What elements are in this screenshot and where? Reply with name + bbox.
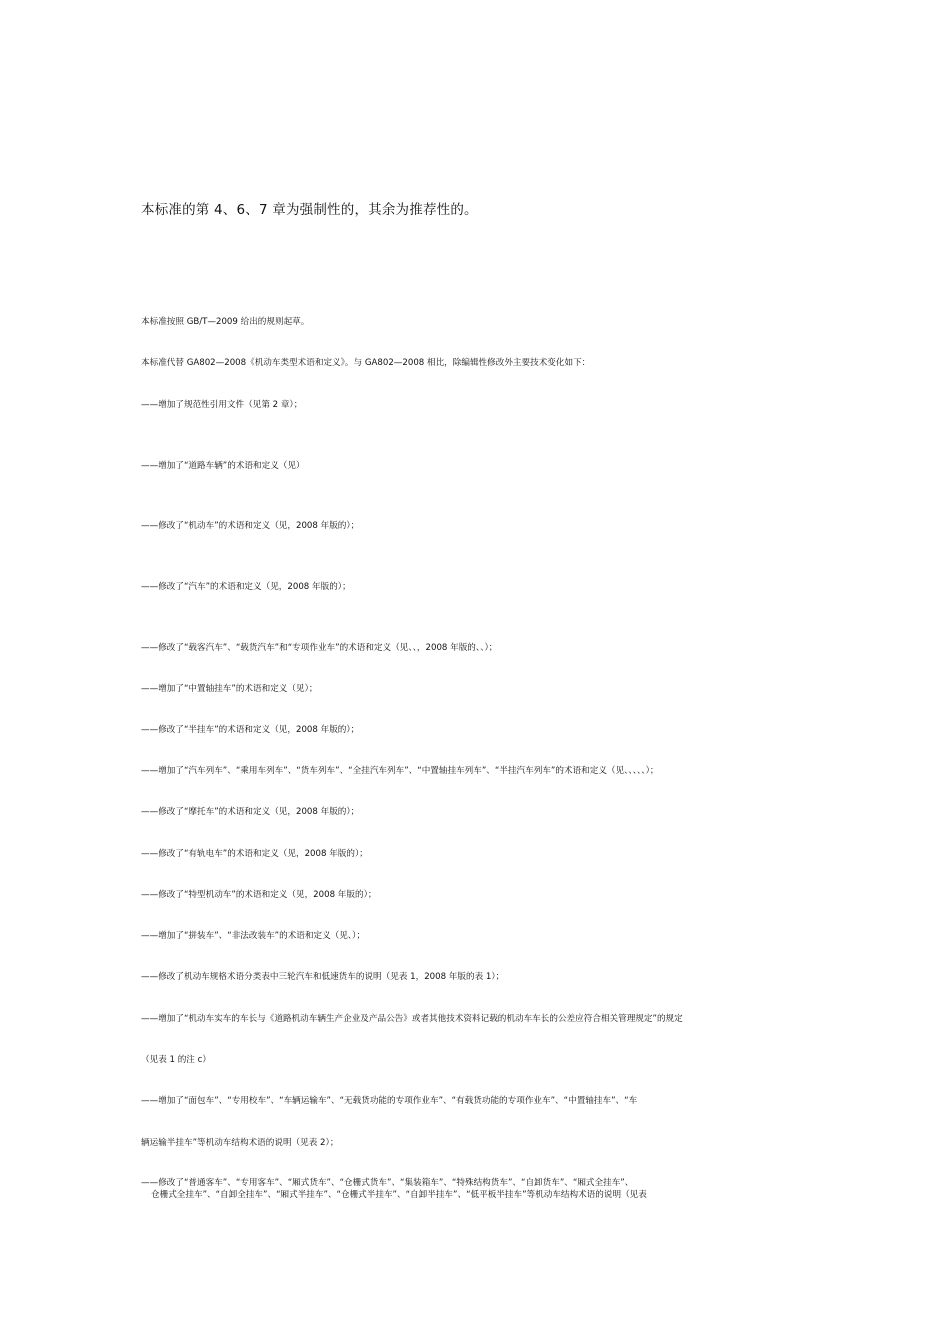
- change-item: ——修改了“摩托车”的术语和定义（见，2008 年版的）；: [141, 807, 360, 817]
- change-item: ——修改了“载客汽车”、“载货汽车”和“专项作业车”的术语和定义（见、、，2008 年版的、、）；: [141, 643, 498, 653]
- change-item: ——增加了规范性引用文件（见第 2 章）；: [141, 400, 303, 410]
- paragraph-replacement: 本标准代替 GA802—2008《机动车类型术语和定义》。与 GA802—2008 相比，除编辑性修改外主要技术变化如下：: [141, 358, 591, 368]
- change-item: ——增加了“汽车列车”、“乘用车列车”、“货车列车”、“全挂汽车列车”、“中置轴挂车列车”、“半挂汽车列车”的术语和定义（见、、、、、）；: [141, 766, 659, 776]
- change-item-continuation: 仓栅式全挂车”、“自卸全挂车”、“厢式半挂车”、“仓栅式半挂车”、“自卸半挂车”、“低平板半挂车”等机动车结构术语的说明（见表: [151, 1190, 647, 1200]
- change-item: ——修改了“普通客车”、“专用客车”、“厢式货车”、“仓栅式货车”、“集装箱车”、“特殊结构货车”、“自卸货车”、“厢式全挂车”、: [141, 1178, 634, 1188]
- change-item-continuation: 辆运输半挂车”等机动车结构术语的说明（见表 2）；: [141, 1138, 339, 1148]
- change-item: ——修改了“汽车”的术语和定义（见，2008 年版的）；: [141, 582, 351, 592]
- paragraph-drafting-rules: 本标准按照 GB/T—2009 给出的规则起草。: [141, 317, 310, 327]
- change-item: ——增加了“道路车辆”的术语和定义（见）: [141, 461, 305, 471]
- change-item: ——增加了“面包车”、“专用校车”、“车辆运输车”、“无载货功能的专项作业车”、“有载货功能的专项作业车”、“中置轴挂车”、“车: [141, 1096, 638, 1106]
- change-item: ——修改了机动车规格术语分类表中三轮汽车和低速货车的说明（见表 1，2008 年版的表 1）；: [141, 972, 505, 982]
- change-item: ——增加了“机动车实车的车长与《道路机动车辆生产企业及产品公告》或者其他技术资料记载的机动车车长的公差应符合相关管理规定”的规定: [141, 1014, 683, 1024]
- change-item: ——修改了“特型机动车”的术语和定义（见，2008 年版的）；: [141, 890, 377, 900]
- change-item-continuation: （见表 1 的注 c）: [141, 1055, 211, 1065]
- document-heading: 本标准的第 4、6、7 章为强制性的，其余为推荐性的。: [141, 202, 478, 218]
- change-item: ——修改了“有轨电车”的术语和定义（见，2008 年版的）；: [141, 849, 368, 859]
- change-item: ——修改了“机动车”的术语和定义（见，2008 年版的）；: [141, 521, 360, 531]
- change-item: ——增加了“拼装车”、“非法改装车”的术语和定义（见、）；: [141, 931, 366, 941]
- change-item: ——增加了“中置轴挂车”的术语和定义（见）；: [141, 684, 318, 694]
- change-item: ——修改了“半挂车”的术语和定义（见，2008 年版的）；: [141, 725, 360, 735]
